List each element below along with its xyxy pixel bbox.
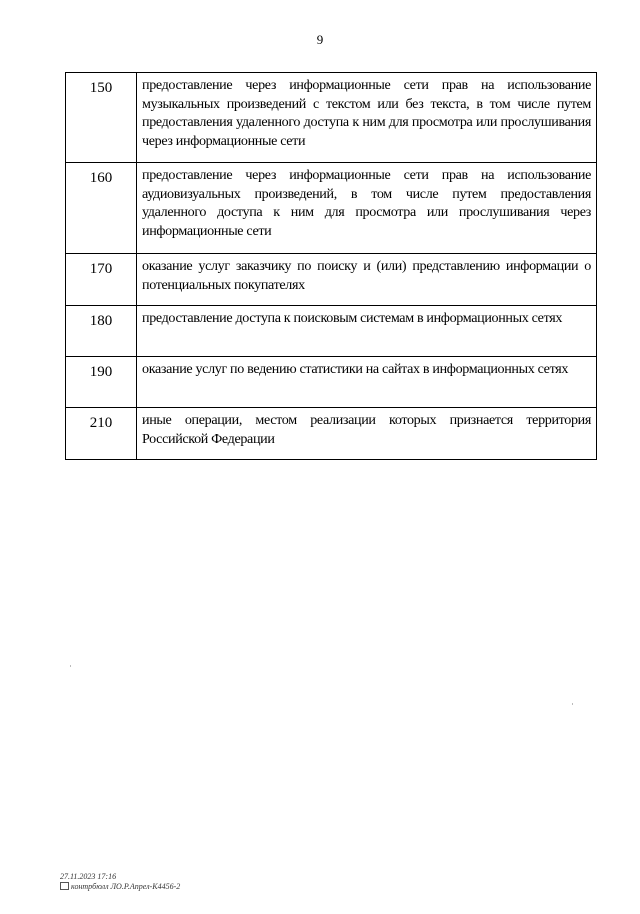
row-description: оказание услуг заказчику по поиску и (или) представлению информации о потенциальных покупателях	[137, 254, 597, 306]
table-row	[66, 254, 597, 306]
footer-file-ref: контрбюлл ЛО.Р.Апрел-К4456-2	[71, 882, 181, 891]
footer-timestamp: 27.11.2023 17:16	[60, 872, 117, 881]
row-code: 150	[66, 73, 137, 163]
row-description: иные операции, местом реализации которых признается территория Российской Федерации	[137, 408, 597, 460]
row-code: 180	[66, 306, 137, 357]
file-icon	[60, 882, 69, 890]
table-row	[66, 73, 597, 163]
scan-speck	[572, 703, 573, 705]
row-code: 210	[66, 408, 137, 460]
row-description: предоставление через информационные сети прав на использование аудиовизуальных произведений, в том числе путем предоставления удаленного доступа к ним для просмотра или прослушивания через информационные сети	[137, 163, 597, 254]
row-description: предоставление через информационные сети прав на использование музыкальных произведений с текстом или без текста, в том числе путем предоставления удаленного доступа к ним для просмотра или прослушивания через информационные сети	[137, 73, 597, 163]
row-description: оказание услуг по ведению статистики на сайтах в информационных сетях	[137, 357, 597, 408]
row-code: 160	[66, 163, 137, 254]
row-code: 170	[66, 254, 137, 306]
page-number: 9	[316, 32, 324, 47]
table-row	[66, 408, 597, 460]
table-row	[66, 163, 597, 254]
footer-file-line	[60, 882, 180, 892]
row-description: предоставление доступа к поисковым системам в информационных сетях	[137, 306, 597, 357]
codes-table	[65, 72, 597, 460]
table-row	[66, 306, 597, 357]
table-row	[66, 357, 597, 408]
document-footer	[60, 872, 180, 892]
row-code: 190	[66, 357, 137, 408]
scan-speck	[70, 665, 71, 667]
